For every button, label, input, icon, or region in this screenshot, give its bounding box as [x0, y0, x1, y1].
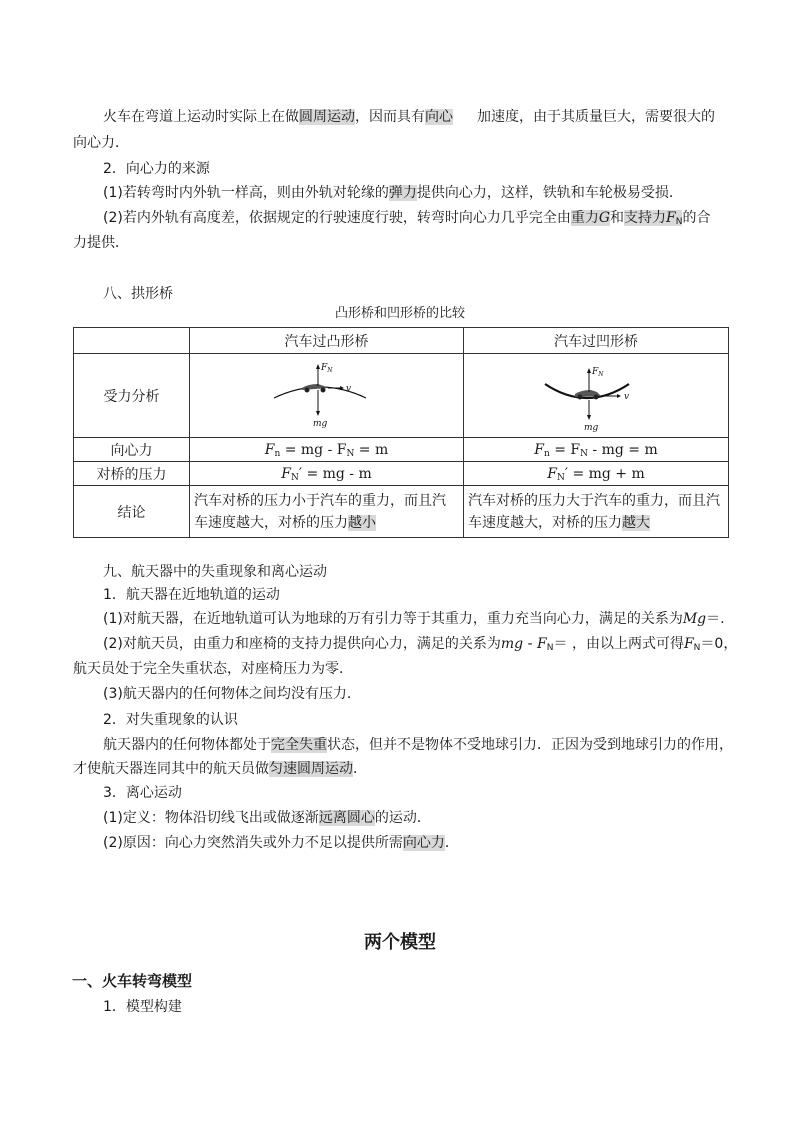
subscript: n [274, 448, 281, 459]
fn-label [591, 367, 604, 378]
highlight-text: 远离圆心 [318, 810, 375, 826]
wheel-icon [578, 394, 583, 399]
paragraph-line [103, 634, 737, 654]
table-row [74, 438, 729, 462]
wheel-icon [320, 387, 325, 392]
highlight-text: 越小 [348, 514, 376, 531]
concave-bridge-force-diagram [541, 360, 651, 432]
mg-label: mg [584, 422, 599, 432]
symbol: F [534, 441, 544, 458]
subheading: 1．模型构建 [103, 999, 182, 1015]
symbol: F [264, 441, 275, 458]
formula-cell [190, 438, 464, 462]
text: - [523, 636, 538, 652]
text: 状态，但并不是物体不受地球引力．正因为受到地球引力的作用， [327, 737, 733, 753]
table-row [74, 486, 729, 538]
table-header: 汽车过凹形桥 [464, 328, 729, 354]
text: 加速度，由于其质量巨大，需要很大的 [477, 109, 715, 125]
subscript: N [675, 217, 683, 227]
text: ＝. [706, 611, 725, 627]
table-row-label: 受力分析 [74, 354, 190, 438]
formula-text: = F [549, 441, 581, 458]
formula-text: = m [354, 441, 389, 458]
text: 才使航天器连同其中的航天员做 [73, 761, 269, 777]
arrow-head-icon [587, 368, 591, 373]
symbol: F [547, 465, 557, 482]
paragraph-line [73, 233, 129, 253]
formula-text: = mg - F [280, 441, 347, 458]
subscript: N [693, 643, 701, 653]
table-cell [74, 328, 190, 354]
paragraph-line [103, 833, 459, 853]
text: ＝ ，由以上两式可得 [553, 636, 684, 652]
text: 重力 [570, 210, 599, 226]
text: 汽车对桥的压力小于汽车的重力，而且汽车速度越大，对桥的压力 [194, 492, 446, 531]
text: 的合 [682, 210, 711, 226]
subscript: N [326, 366, 332, 374]
text: ＝0， [700, 636, 738, 652]
arrow-head-icon [587, 415, 591, 420]
table-row-label: 向心力 [74, 438, 190, 462]
text: 向心力． [73, 135, 129, 151]
table-row [74, 328, 729, 354]
highlight-text: 圆周运动 [299, 109, 355, 125]
formula-text: ′ = mg + m [564, 465, 645, 482]
subscript: N [546, 643, 554, 653]
text: (1)对航天器，在近地轨道可认为地球的万有引力等于其重力，重力充当向心力，满足的关系为 [103, 611, 683, 627]
paragraph-line [103, 208, 710, 228]
table-cell [464, 354, 729, 438]
paragraph-line [73, 759, 367, 779]
symbol: Mg [682, 611, 707, 627]
highlight-text: 越大 [622, 514, 650, 531]
paragraph-line [103, 808, 431, 828]
paragraph-line [103, 107, 715, 127]
highlight-text: 完全失重 [271, 737, 327, 753]
subscript: N [346, 448, 355, 459]
highlight-text: 匀速圆周运动 [269, 761, 353, 777]
highlight-text: 向心 [425, 109, 453, 125]
symbol: F [683, 636, 694, 652]
text: 火车在弯道上运动时实际上在做 [103, 109, 299, 125]
table-row-label: 对桥的压力 [74, 462, 190, 486]
fn-label [320, 363, 333, 374]
paragraph-line [103, 735, 733, 755]
text: (2)对航天员，由重力和座椅的支持力提供向心力，满足的关系为 [103, 636, 501, 652]
subscript: N [598, 370, 604, 378]
convex-bridge-force-diagram [272, 360, 382, 432]
table-row-label: 结论 [74, 486, 190, 538]
arrow-head-icon [316, 411, 320, 416]
section-heading: 八、拱形桥 [103, 286, 173, 302]
symbol: F [592, 366, 599, 377]
text: ，因而具有 [355, 109, 425, 125]
text: ． [353, 761, 367, 777]
text: (2)原因：向心力突然消失或外力不足以提供所需 [103, 835, 403, 851]
text: 力提供． [73, 235, 129, 251]
subheading: 2．对失重现象的认识 [103, 712, 238, 728]
arrow-head-icon [617, 394, 621, 398]
text: 和 [610, 210, 625, 226]
paragraph-line: (3)航天器内的任何物体之间均没有压力． [103, 686, 361, 702]
table-cell [190, 354, 464, 438]
text: 汽车对桥的压力大于汽车的重力，而且汽车速度越大，对桥的压力 [468, 492, 720, 531]
text: (1)若转弯时内外轨一样高，则由外轨对轮缘的 [103, 185, 389, 201]
table-row [74, 354, 729, 438]
subheading: 1．航天器在近地轨道的运动 [103, 587, 280, 603]
v-label: v [345, 383, 351, 394]
conclusion-cell [190, 486, 464, 538]
formula-text: ′ = mg - m [298, 465, 372, 482]
mg-label: mg [312, 418, 327, 429]
paragraph-line [103, 609, 725, 629]
section-heading: 一、火车转弯模型 [72, 972, 193, 990]
v-label: v [624, 391, 630, 402]
subscript: n [543, 448, 550, 459]
section-heading: 九、航天器中的失重现象和离心运动 [103, 564, 327, 580]
paragraph-line [73, 133, 129, 153]
symbol: G [598, 210, 611, 226]
text: 航天器内的任何物体都处于 [103, 737, 271, 753]
formula-cell [190, 462, 464, 486]
text: (1)定义：物体沿切线飞出或做逐渐 [103, 810, 319, 826]
conclusion-cell [464, 486, 729, 538]
bridge-comparison-table [73, 327, 729, 538]
highlight-text: 弹力 [388, 185, 417, 201]
table-caption: 凸形桥和凹形桥的比较 [334, 306, 465, 321]
subheading: 3．离心运动 [103, 785, 182, 801]
wheel-icon [594, 394, 599, 399]
symbol: F [281, 465, 291, 482]
text: (2)若内外轨有高度差，依据规定的行驶速度行驶，转弯时向心力几乎完全由 [103, 210, 571, 226]
paragraph-line [103, 183, 683, 203]
symbol: F [320, 362, 327, 373]
highlight-text [571, 210, 610, 226]
arrow-head-icon [316, 364, 320, 369]
subheading: 2．向心力的来源 [103, 161, 210, 177]
subscript: N [290, 472, 299, 483]
subscript: N [580, 448, 588, 459]
symbol: mg [500, 636, 524, 652]
chapter-title: 两个模型 [364, 932, 436, 953]
highlight-text [624, 210, 682, 226]
paragraph-line: 航天员处于完全失重状态，对座椅压力为零． [73, 661, 353, 677]
formula-cell [464, 462, 729, 486]
table-row [74, 462, 729, 486]
text: 的运动． [374, 810, 431, 826]
symbol: F [666, 210, 676, 226]
text: ． [444, 835, 459, 851]
text: 提供向心力，这样，铁轨和车轮极易受损． [416, 185, 683, 201]
table-header: 汽车过凸形桥 [190, 328, 464, 354]
text: 支持力 [624, 210, 667, 226]
subscript: N [556, 472, 565, 483]
wheel-icon [304, 387, 309, 392]
formula-cell [464, 438, 729, 462]
symbol: F [537, 636, 547, 652]
highlight-text: 向心力 [402, 835, 445, 851]
formula-text: - mg = m [587, 441, 658, 458]
convex-bridge-arc [274, 387, 366, 398]
